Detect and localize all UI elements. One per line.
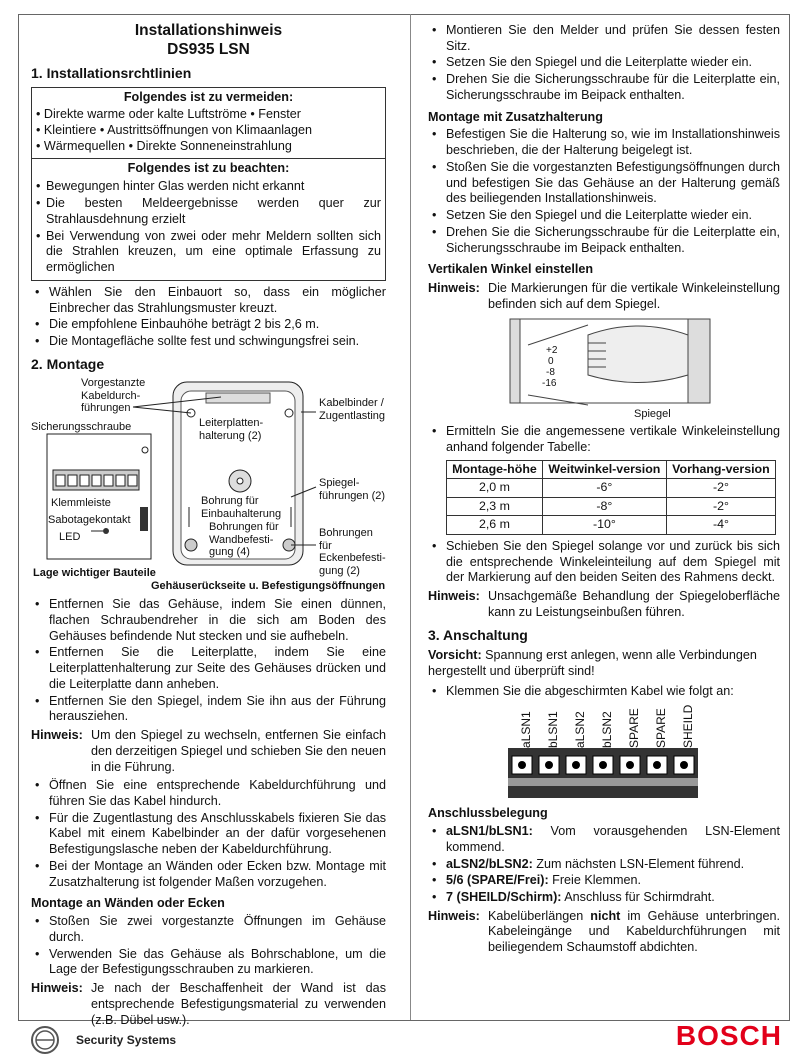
avoid-line: • Kleintiere • Austrittsöffnungen von Klimaanlagen	[36, 123, 313, 138]
terminal-block	[508, 748, 718, 800]
section-2-heading: 2. Montage	[31, 355, 105, 372]
list-item: • Wählen Sie den Einbauort so, dass ein möglicher Einbrecher das Strahlungsmuster kreuzt.	[31, 285, 386, 316]
left-column	[31, 22, 386, 1031]
extra-mount-heading: Montage mit Zusatzhalterung	[428, 109, 603, 124]
hint-text: Um den Spiegel zu wechseln, entfernen Sie einfach den derzeitigen Spiegel und schieben Sie den neuen in die Führung.	[91, 728, 386, 774]
hint-mirror-surface	[428, 589, 780, 620]
fig-label-bohrungen-eck: Bohrungen für Eckenbefesti-gung (2)	[319, 527, 386, 578]
doc-subtitle: DS935 LSN	[167, 40, 250, 58]
assign-item	[428, 857, 780, 873]
assign-value: Zum nächsten LSN-Element führend.	[536, 856, 745, 871]
fig-label-kabelbinder: Kabelbinder / Zugentlasting	[319, 397, 386, 422]
list-item: • Drehen Sie die Sicherungsschraube für die Leiterplatte ein, Sicherungsschraube im Beipack enthalten.	[428, 225, 780, 256]
assign-key: aLSN1/bLSN1:	[446, 824, 533, 839]
list-item: • Ermitteln Sie die angemessene vertikale Winkeleinstellung anhand folgender Tabelle:	[428, 424, 780, 455]
assign-key: 7 (SHEILD/Schirm):	[446, 890, 562, 904]
fig-label-sicherung: Sicherungsschraube	[31, 421, 132, 434]
mounting-figure	[31, 377, 386, 595]
hint-text-a: Kabelüberlängen	[488, 908, 591, 923]
table-header: Weitwinkel-version	[542, 460, 666, 479]
caution-label: Vorsicht:	[428, 648, 482, 663]
fig-label-led: LED	[59, 531, 81, 544]
guidelines-box	[31, 87, 386, 281]
list-item: • Bei der Montage an Wänden oder Ecken bzw. Montage mit Zusatzhalterung ist folgender Maßen vorzugehen.	[31, 859, 386, 890]
table-cell: 2,3 m	[447, 497, 543, 516]
table-cell: -2°	[666, 497, 775, 516]
table-cell: 2,0 m	[447, 479, 543, 498]
brand-logo: BOSCH	[675, 1020, 782, 1051]
hint-mirror	[31, 728, 386, 775]
fig-label-vorgestanzte: Vorgestanzte Kabeldurch-führungen	[81, 377, 146, 415]
terminal-label: aLSN2	[573, 711, 587, 749]
assign-item	[428, 873, 780, 889]
caution-text: Spannung erst anlegen, wenn alle Verbindungen hergestellt und überprüft sind!	[428, 648, 757, 678]
frame-right	[789, 14, 790, 1021]
company-name: Security Systems	[76, 1033, 177, 1047]
hint-text: Die Markierungen für die vertikale Winkeleinstellung befinden sich auf dem Spiegel.	[488, 281, 780, 311]
hint-label: Hinweis:	[428, 589, 480, 604]
fig-caption: Gehäuserückseite u. Befestigungsöffnungen	[151, 580, 386, 593]
terminal-label: bLSN2	[600, 711, 614, 749]
angle-table	[446, 460, 776, 535]
hint-text	[488, 909, 780, 956]
list-item: • Entfernen Sie die Leiterplatte, indem Sie eine Leiterplattenhalterung zur Seite des Gehäuses drücken und die Leiterplatte dann anheben.	[31, 645, 386, 692]
assign-value: Freie Klemmen.	[552, 873, 642, 888]
table-cell: -6°	[542, 479, 666, 498]
caution	[428, 648, 780, 679]
hint-label: Hinweis:	[31, 981, 83, 996]
section-3-heading: 3. Anschaltung	[428, 626, 528, 643]
assign-key: 5/6 (SPARE/Frei):	[446, 873, 549, 888]
table-header: Vorhang-version	[666, 460, 775, 479]
list-item: • Für die Zugentlastung des Anschlusskabels fixieren Sie das Kabel mit einem Kabelbinder an der dafür vorgesehenen Befestigungslasche neben der Kabeldurchführung.	[31, 811, 386, 858]
mirror-mark: +2	[546, 345, 558, 357]
terminal-label: SPARE	[654, 708, 668, 749]
terminal-label: SHEILD	[681, 704, 695, 749]
terminal-label: SPARE	[627, 708, 641, 749]
list-item: • Die Montagefläche sollte fest und schwingungsfrei sein.	[31, 334, 386, 350]
note-item: • Die besten Meldeergebnisse werden quer zur Strahlausdehnung erzielt	[36, 196, 381, 227]
hint-label: Hinweis:	[428, 281, 480, 296]
table-cell: -4°	[666, 516, 775, 535]
frame-left	[18, 14, 19, 1021]
mirror-mark: -8	[546, 367, 555, 379]
list-item: • Montieren Sie den Melder und prüfen Sie dessen festen Sitz.	[428, 23, 780, 54]
note-item: • Bei Verwendung von zwei oder mehr Meldern sollten sich die Strahlen kreuzen, um eine optimale Erfassung zu ermöglichen	[36, 229, 381, 276]
mirror-figure	[488, 315, 780, 423]
hint-wall	[31, 981, 386, 1028]
table-row	[447, 516, 776, 535]
table-cell: -2°	[666, 479, 775, 498]
list-item: • Setzen Sie den Spiegel und die Leiterplatte wieder ein.	[428, 55, 780, 71]
hint-label: Hinweis:	[31, 728, 83, 743]
avoid-heading: Folgendes ist zu vermeiden:	[123, 89, 294, 104]
list-item: • Stoßen Sie zwei vorgestanzte Öffnungen im Gehäuse durch.	[31, 914, 386, 945]
table-cell: -10°	[542, 516, 666, 535]
list-item: • Stoßen Sie die vorgestanzten Befestigungsöffnungen durch und befestigen Sie das Gehäuse an der Halterung gemäß des beiliegenden Installationshinweis.	[428, 160, 780, 207]
fig-label-leiterplatten: Leiterplatten-halterung (2)	[199, 417, 264, 442]
fig-label-sabotage: Sabotagekontakt	[48, 514, 131, 527]
table-cell: -8°	[542, 497, 666, 516]
fig-label-klemmleiste: Klemmleiste	[51, 497, 111, 510]
list-item: • Klemmen Sie die abgeschirmten Kabel wie folgt an:	[428, 684, 780, 700]
hint-text: Unsachgemäße Behandlung der Spiegeloberfläche kann zu Leistungseinbußen führen.	[488, 589, 780, 619]
terminal-label: bLSN1	[546, 711, 560, 749]
terminal-label: aLSN1	[519, 711, 533, 749]
list-item: • Befestigen Sie die Halterung so, wie im Installationshinweis beschrieben, die der Halterung beigelegt ist.	[428, 127, 780, 158]
list-item: • Schieben Sie den Spiegel solange vor und zurück bis sich die entsprechende Winkeleinteilung auf dem Spiegel mit der Markierung auf den beiden Seiten des Rahmens deckt.	[428, 539, 780, 586]
hint-angle	[428, 281, 780, 312]
assign-key: aLSN2/bLSN2:	[446, 856, 533, 871]
assign-value: Vom vorausgehenden LSN-Element kommend.	[446, 824, 780, 854]
list-item: • Drehen Sie die Sicherungsschraube für die Leiterplatte ein, Sicherungsschraube im Beipack enthalten.	[428, 72, 780, 103]
angle-heading: Vertikalen Winkel einstellen	[428, 262, 594, 277]
mirror-mark: 0	[548, 356, 554, 368]
table-row	[447, 479, 776, 498]
list-item: • Entfernen Sie das Gehäuse, indem Sie einen dünnen, flachen Schraubendreher in die sich am Boden des Gehäuses befindende Nut stecken und sie aufhebeln.	[31, 597, 386, 644]
list-item: • Entfernen Sie den Spiegel, indem Sie ihn aus der Führung herausziehen.	[31, 694, 386, 725]
terminal-labels	[508, 700, 718, 748]
hint-text: Je nach der Beschaffenheit der Wand ist das entsprechende Befestigungsmaterial zu verwenden (z.B. Dübel usw.).	[91, 981, 386, 1027]
avoid-line: • Wärmequellen • Direkte Sonneneinstrahlung	[36, 138, 292, 153]
avoid-line: • Direkte warme oder kalte Luftströme • Fenster	[36, 107, 301, 122]
table-header: Montage-höhe	[447, 460, 543, 479]
note-heading: Folgendes ist zu beachten:	[127, 160, 290, 175]
column-divider	[410, 14, 411, 1021]
doc-title: Installationshinweis	[134, 22, 283, 39]
hint-cable	[428, 909, 780, 956]
fig-label-spiegel: Spiegel-führungen (2)	[319, 477, 386, 502]
list-item: • Die empfohlene Einbauhöhe beträgt 2 bis 2,6 m.	[31, 317, 386, 333]
terminal-figure	[508, 700, 718, 800]
fig-label-bohrung-ein: Bohrung für Einbauhalterung	[201, 495, 282, 520]
hint-label: Hinweis:	[428, 908, 480, 923]
frame-top	[18, 14, 790, 15]
assign-item	[428, 824, 780, 855]
mirror-drawing	[488, 315, 718, 423]
hint-text-b: nicht	[590, 908, 621, 923]
bosch-armature-icon	[30, 1025, 60, 1055]
list-item: • Öffnen Sie eine entsprechende Kabeldurchführung und führen Sie das Kabel hindurch.	[31, 778, 386, 809]
hint-text-c: im Gehäuse unterbringen. Kabeleingänge und Kabeldurchführungen mit beiliegendem Schaumstoff abdichten.	[488, 908, 780, 955]
table-cell: 2,6 m	[447, 516, 543, 535]
assign-value: Anschluss für Schirmdraht.	[564, 890, 715, 904]
mirror-label: Spiegel	[634, 408, 671, 421]
section-1-heading: 1. Installationsrchtlinien	[31, 65, 192, 82]
list-item: • Setzen Sie den Spiegel und die Leiterplatte wieder ein.	[428, 208, 780, 224]
fig-label-bohrungen-wand: Bohrungen für Wandbefesti-gung (4)	[209, 521, 279, 559]
note-item: • Bewegungen hinter Glas werden nicht erkannt	[36, 179, 381, 195]
right-column	[428, 22, 780, 959]
wall-heading: Montage an Wänden oder Ecken	[31, 896, 225, 911]
fig-label-lage: Lage wichtiger Bauteile	[33, 567, 156, 580]
list-item: • Verwenden Sie das Gehäuse als Bohrschablone, um die Lage der Befestigungsschrauben zu markieren.	[31, 947, 386, 978]
mirror-mark: -16	[542, 378, 557, 390]
assign-heading: Anschlussbelegung	[428, 806, 548, 821]
assign-item	[428, 890, 780, 906]
table-row	[447, 497, 776, 516]
